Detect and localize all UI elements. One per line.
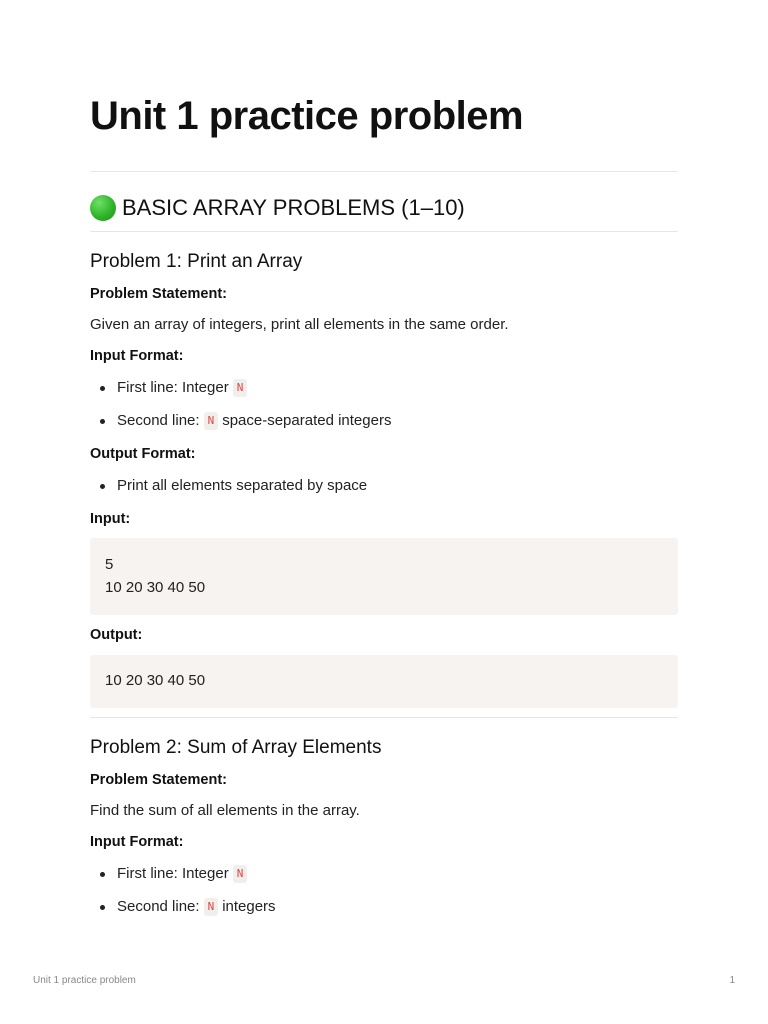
problem-1-statement-label: Problem Statement: [90, 286, 227, 302]
inline-code: N [233, 379, 248, 397]
footer-page-number: 1 [729, 975, 735, 986]
divider [90, 231, 678, 232]
bullet-icon [100, 872, 105, 877]
inline-code: N [204, 412, 219, 430]
bullet-icon [100, 386, 105, 391]
section-heading [90, 193, 465, 223]
divider [90, 717, 678, 718]
problem-1-output-format-label: Output Format: [90, 446, 196, 462]
list-item: First line: Integer N [100, 864, 251, 884]
problem-2-input-format-label: Input Format: [90, 834, 184, 850]
problem-1-statement: Given an array of integers, print all elements in the same order. [90, 316, 509, 333]
list-item: Second line: N space-separated integers [100, 411, 391, 431]
bullet-icon [100, 419, 105, 424]
inline-code: N [233, 865, 248, 883]
problem-1-input-label: Input: [90, 511, 131, 527]
list-item: Second line: N integers [100, 897, 276, 917]
inline-code: N [204, 898, 219, 916]
code-line: 10 20 30 40 50 [105, 672, 206, 689]
problem-2-title: Problem 2: Sum of Array Elements [90, 737, 382, 758]
problem-1-output-codeblock [90, 655, 678, 708]
problem-1-output-label: Output: [90, 627, 143, 643]
code-line: 10 20 30 40 50 [105, 579, 206, 596]
problem-2-statement-label: Problem Statement: [90, 772, 227, 788]
list-item: Print all elements separated by space [100, 476, 367, 496]
footer-doc-name: Unit 1 practice problem [33, 975, 136, 986]
list-item: First line: Integer N [100, 378, 251, 398]
problem-2-statement: Find the sum of all elements in the array. [90, 802, 360, 819]
page-title: Unit 1 practice problem [90, 94, 524, 138]
bullet-icon [100, 484, 105, 489]
code-line: 5 [105, 556, 114, 573]
problem-1-title: Problem 1: Print an Array [90, 251, 303, 272]
problem-1-input-codeblock [90, 538, 678, 615]
section-heading-text: BASIC ARRAY PROBLEMS (1–10) [122, 195, 465, 220]
green-circle-icon [90, 195, 116, 221]
problem-1-input-format-label: Input Format: [90, 348, 184, 364]
divider [90, 171, 678, 172]
bullet-icon [100, 905, 105, 910]
